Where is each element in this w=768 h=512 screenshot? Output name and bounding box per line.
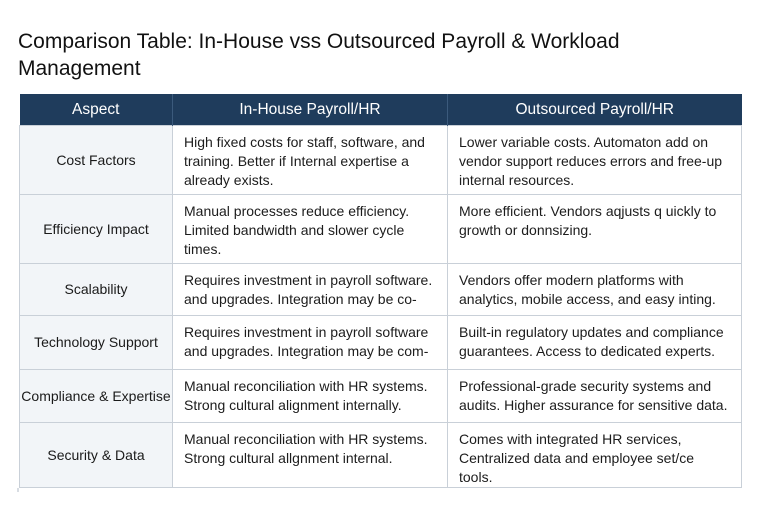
cell-text: Vendors offer modern platforms with analytics, mobile access, and easy inting. xyxy=(459,272,716,307)
table-row xyxy=(20,126,742,195)
cell-text: Manual reconciliation with HR systems. Strong cultural allgnment internal. xyxy=(184,431,428,466)
cell-text: Requires investment in payroll software and upgrades. Integration may be com- xyxy=(184,324,429,359)
comparison-table xyxy=(19,94,742,488)
in-house-cell xyxy=(173,264,448,316)
page-title: Comparison Table: In-House vss Outsourced Payroll & Workload Management xyxy=(18,30,620,80)
aspect-cell: Compliance & Expertise xyxy=(20,370,173,423)
table-header-row xyxy=(20,94,742,126)
aspect-cell: Efficiency Impact xyxy=(20,195,173,264)
cell-text: High fixed costs for staff, software, and training. Better if Internal expertise a already exists. xyxy=(184,134,425,188)
table-row xyxy=(20,370,742,423)
outsourced-cell xyxy=(448,195,742,264)
in-house-cell xyxy=(173,423,448,488)
cell-text: Professional-grade security systems and audits. Higher assurance for sensitive data. xyxy=(459,378,728,413)
outsourced-cell xyxy=(448,423,742,488)
column-header-in-house: In-House Payroll/HR xyxy=(173,94,448,126)
in-house-cell xyxy=(173,126,448,195)
cell-text: Lower variable costs. Automaton add on vendor support reduces errors and free-up internal resources. xyxy=(459,134,723,188)
in-house-cell xyxy=(173,370,448,423)
in-house-cell xyxy=(173,195,448,264)
aspect-cell: Scalability xyxy=(20,264,173,316)
column-header-outsourced: Outsourced Payroll/HR xyxy=(448,94,742,126)
table-row xyxy=(20,423,742,488)
in-house-cell xyxy=(173,316,448,370)
aspect-cell: Cost Factors xyxy=(20,126,173,195)
cell-text: Requires investment in payroll software. and upgrades. Integration may be co- xyxy=(184,272,433,307)
column-header-aspect: Aspect xyxy=(20,94,173,126)
page-edge-mark xyxy=(17,488,19,492)
outsourced-cell xyxy=(448,370,742,423)
cell-text: Comes with integrated HR services, Centralized data and employee set/ce tools. xyxy=(459,431,695,485)
aspect-cell: Technology Support xyxy=(20,316,173,370)
aspect-cell: Security & Data xyxy=(20,423,173,488)
table-row xyxy=(20,264,742,316)
table-row xyxy=(20,195,742,264)
table-row xyxy=(20,316,742,370)
outsourced-cell xyxy=(448,264,742,316)
outsourced-cell xyxy=(448,316,742,370)
cell-text: Manual processes reduce efficiency. Limited bandwidth and slower cycle times. xyxy=(184,203,410,257)
cell-text: More efficient. Vendors aqjusts q uickly to growth or donnsizing. xyxy=(459,203,717,238)
outsourced-cell xyxy=(448,126,742,195)
cell-text: Manual reconciliation with HR systems. Strong cultural alignment internally. xyxy=(184,378,428,413)
cell-text: Built-in regulatory updates and compliance guarantees. Access to dedicated experts. xyxy=(459,324,724,359)
